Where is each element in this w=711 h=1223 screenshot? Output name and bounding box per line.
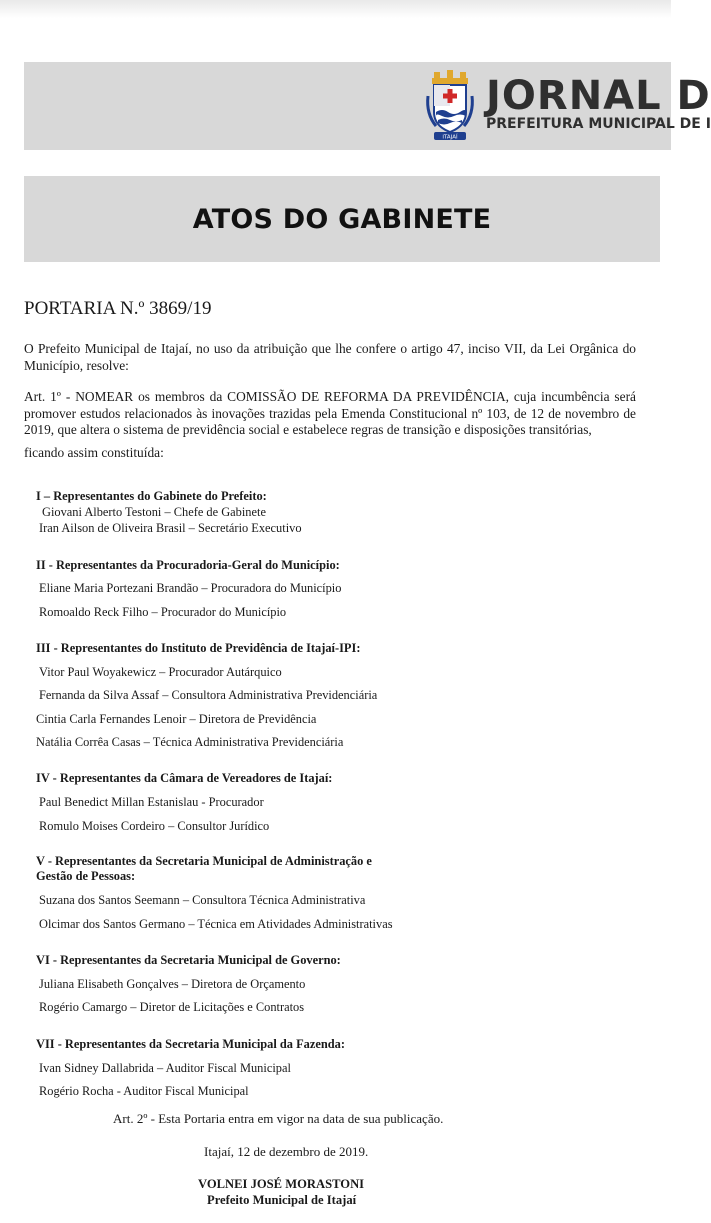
member-item: Vitor Paul Woyakewicz – Procurador Autárquico	[39, 665, 282, 679]
member-item: Juliana Elisabeth Gonçalves – Diretora de Orçamento	[39, 977, 306, 991]
member-item: Cintia Carla Fernandes Lenoir – Diretora de Previdência	[36, 712, 317, 726]
portaria-number: PORTARIA N.º 3869/19	[24, 298, 212, 319]
member-item: Ivan Sidney Dallabrida – Auditor Fiscal Municipal	[39, 1061, 291, 1075]
group-4-title: IV - Representantes da Câmara de Vereadores de Itajaí:	[36, 771, 333, 785]
signer-title: Prefeito Municipal de Itajaí	[207, 1193, 357, 1207]
article-1-paragraph: Art. 1º - NOMEAR os membros da COMISSÃO DE REFORMA DA PREVIDÊNCIA, cuja incumbência será promover estudos relacionados às inovações trazidas pela Emenda Constitucional nº 103, de 12 de novembro de 2019, que altera o sistema de previdência social e estabelece regras de transição e disposições transitórias,	[24, 389, 636, 437]
intro-paragraph: O Prefeito Municipal de Itajaí, no uso da atribuição que lhe confere o artigo 47, inciso VII, da Lei Orgânica do Município, resolve:	[24, 341, 636, 373]
member-item: Rogério Rocha - Auditor Fiscal Municipal	[39, 1084, 249, 1098]
top-shadow	[0, 0, 671, 18]
section-title: ATOS DO GABINETE	[192, 203, 492, 235]
group-5-title-cont: Gestão de Pessoas:	[36, 869, 136, 883]
member-item: Natália Corrêa Casas – Técnica Administrativa Previdenciária	[36, 735, 344, 749]
article-2: Art. 2º - Esta Portaria entra em vigor na data de sua publicação.	[113, 1111, 444, 1126]
signer-name: VOLNEI JOSÉ MORASTONI	[198, 1177, 365, 1191]
member-item: Suzana dos Santos Seemann – Consultora Técnica Administrativa	[39, 893, 366, 907]
member-item: Romulo Moises Cordeiro – Consultor Jurídico	[39, 819, 270, 833]
member-item: Eliane Maria Portezani Brandão – Procuradora do Município	[39, 581, 342, 595]
newspaper-brand	[486, 74, 711, 132]
newspaper-header	[24, 62, 711, 150]
article-1-ending: ficando assim constituída:	[24, 445, 164, 460]
group-7-title: VII - Representantes da Secretaria Municipal da Fazenda:	[36, 1037, 345, 1051]
member-item: Romoaldo Reck Filho – Procurador do Município	[39, 605, 287, 619]
group-6-title: VI - Representantes da Secretaria Municipal de Governo:	[36, 953, 341, 967]
member-item: Rogério Camargo – Diretor de Licitações e Contratos	[39, 1000, 305, 1014]
member-item: Fernanda da Silva Assaf – Consultora Administrativa Previdenciária	[39, 688, 378, 702]
place-date: Itajaí, 12 de dezembro de 2019.	[204, 1144, 369, 1159]
group-1-title: I – Representantes do Gabinete do Prefeito:	[36, 489, 267, 503]
newspaper-subtitle: PREFEITURA MUNICIPAL DE I	[486, 116, 711, 132]
group-5-title: V - Representantes da Secretaria Municipal de Administração e	[36, 854, 372, 868]
member-item: Olcimar dos Santos Germano – Técnica em Atividades Administrativas	[39, 917, 393, 931]
emblem-label: ITAJAÍ	[442, 134, 458, 141]
group-3-title: III - Representantes do Instituto de Previdência de Itajaí-IPI:	[36, 641, 361, 655]
city-coat-of-arms-icon	[424, 70, 476, 142]
member-item: Paul Benedict Millan Estanislau - Procurador	[39, 795, 264, 809]
newspaper-title: JORNAL D	[486, 73, 711, 119]
group-2-title: II - Representantes da Procuradoria-Geral do Município:	[36, 558, 340, 572]
section-header	[24, 176, 660, 262]
member-item: Iran Ailson de Oliveira Brasil – Secretário Executivo	[39, 521, 302, 535]
member-item: Giovani Alberto Testoni – Chefe de Gabinete	[42, 505, 266, 519]
